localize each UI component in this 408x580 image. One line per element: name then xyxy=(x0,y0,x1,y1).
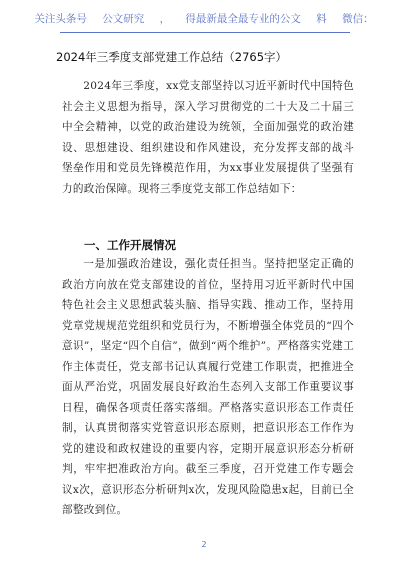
banner-wechat: 微信： xyxy=(342,13,374,25)
intro-paragraph: 2024年三季度，xx党支部坚持以习近平新时代中国特色社会主义思想为指导，深入学习贯彻党的二十大及二十届三中全会精神，以党的政治建设为统领，全面加强党的政治建设、思想建设、组织建设和作风建设，充分发挥支部的战斗堡垒作用和党员先锋模范作用，为xx事业发展提供了坚强有力的政治保障。现将三季度党支部工作总结如下： xyxy=(62,80,354,195)
banner-account: 公文研究 xyxy=(102,13,145,25)
section-heading: 一、工作开展情况 xyxy=(84,238,176,252)
banner-follow: 关注头条号 xyxy=(34,13,87,25)
page-number: 2 xyxy=(201,540,207,549)
section-body-paragraph: 一是加强政治建设，强化责任担当。坚持把坚定正确的政治方向放在党支部建设的首位，坚持用习近平新时代中国特色社会主义思想武装头脑、指导实践、推动工作，坚持用党章党规规范党组织和党员行为，不断增强全体党员的“四个意识”，坚定“四个自信”，做到“两个维护”。严格落实党建工作主体责任，党支部书记认真履行党建工作职责，把推进全面从严治党，巩固发展良好政治生态列入支部工作重要议事日程，确保各项责任落实落细。严格落实意识形态工作责任制，认真贯彻落实党管意识形态原则，把意识形态工作作为党的建设和政权建设的重要内容，定期开展意识形态分析研判，牢牢把准政治方向。截至三季度，召开党建工作专题会议x次，意识形态分析研判x次，发现风险隐患x起，目前已全部整改到位。 xyxy=(62,258,354,516)
banner-slogan: 得最新最全最专业的公文 xyxy=(185,13,301,25)
header-rule xyxy=(60,32,350,33)
banner-tail: 料 xyxy=(316,13,327,25)
banner-separator: ， xyxy=(159,13,171,25)
header-banner xyxy=(0,10,408,28)
document-title: 2024年三季度支部党建工作总结（2765字） xyxy=(56,50,288,64)
